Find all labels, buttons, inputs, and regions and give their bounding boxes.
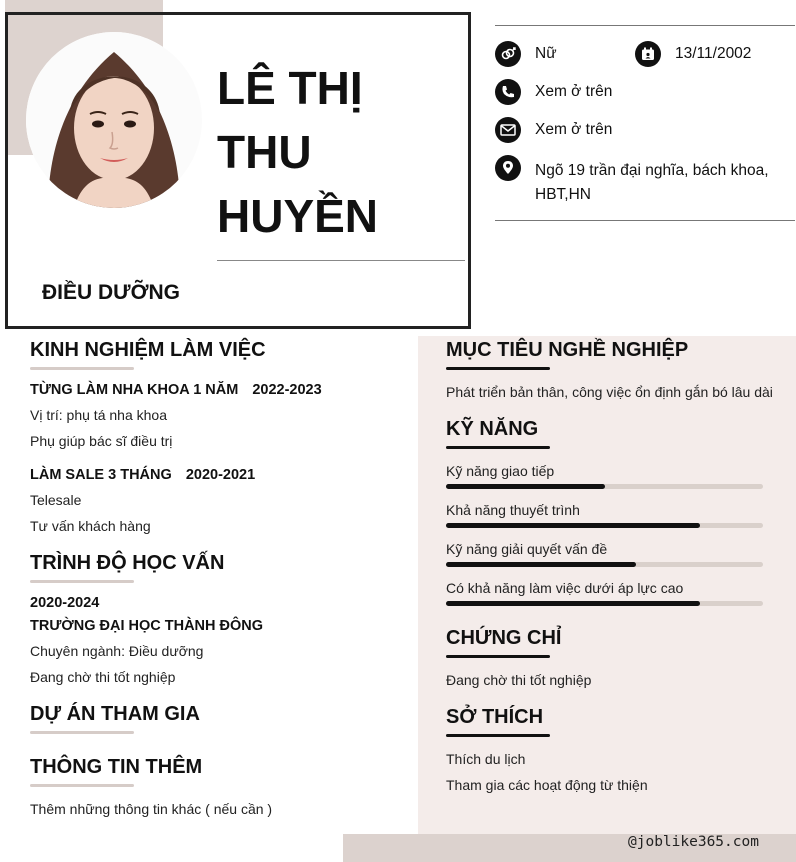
phone-icon	[495, 79, 521, 105]
extra-title: THÔNG TIN THÊM	[30, 756, 203, 778]
experience-underline	[30, 367, 134, 370]
hobbies-underline	[446, 734, 550, 737]
skill-bar	[446, 523, 763, 528]
avatar	[26, 32, 202, 208]
email-value: Xem ở trên	[535, 121, 613, 138]
job-period-2: 2020-2021	[185, 467, 256, 483]
phone-value: Xem ở trên	[535, 83, 613, 100]
skill-bar-fill	[446, 523, 700, 528]
name-line-3: HUYỀN	[217, 190, 379, 242]
skill-bar	[446, 601, 763, 606]
hobby-line: Thích du lịch	[446, 751, 526, 767]
skill-bar-fill	[446, 601, 700, 606]
certificates-text: Đang chờ thi tốt nghiệp	[446, 672, 592, 688]
skill-bar-fill	[446, 484, 605, 489]
candidate-name	[217, 56, 457, 248]
calendar-icon	[635, 41, 661, 67]
projects-title: DỰ ÁN THAM GIA	[30, 703, 200, 725]
extra-underline	[30, 784, 134, 787]
skill-label: Kỹ năng giải quyết vấn đề	[446, 541, 608, 557]
portrait-photo	[26, 32, 202, 208]
skill-label: Có khả năng làm việc dưới áp lực cao	[446, 580, 684, 596]
education-period: 2020-2024	[30, 595, 100, 611]
certificates-underline	[446, 655, 550, 658]
job-line: Vị trí: phụ tá nha khoa	[30, 407, 167, 423]
certificates-title: CHỨNG CHỈ	[446, 627, 562, 649]
projects-underline	[30, 731, 134, 734]
job-heading-1	[30, 382, 322, 398]
name-line-1: LÊ THỊ	[217, 62, 363, 114]
education-underline	[30, 580, 134, 583]
objective-title: MỤC TIÊU NGHỀ NGHIỆP	[446, 339, 689, 361]
name-line-2: THU	[217, 126, 312, 178]
job-period-1: 2022-2023	[252, 382, 322, 398]
skill-label: Kỹ năng giao tiếp	[446, 463, 555, 479]
contact-bottom-divider	[495, 220, 795, 221]
skill-bar	[446, 562, 763, 567]
job-title: ĐIỀU DƯỠNG	[42, 281, 181, 304]
skills-title: KỸ NĂNG	[446, 418, 539, 440]
skill-bar	[446, 484, 763, 489]
watermark: @joblike365.com	[628, 834, 759, 850]
hobby-line: Tham gia các hoạt động từ thiện	[446, 777, 648, 793]
hobbies-title: SỞ THÍCH	[446, 706, 544, 728]
education-line: Chuyên ngành: Điều dưỡng	[30, 643, 204, 659]
location-icon	[495, 155, 521, 181]
name-divider	[217, 260, 465, 261]
extra-text: Thêm những thông tin khác ( nếu cần )	[30, 801, 273, 817]
objective-underline	[446, 367, 550, 370]
birthday-value: 13/11/2002	[675, 45, 752, 62]
experience-title: KINH NGHIỆM LÀM VIỆC	[30, 339, 266, 361]
contact-top-divider	[495, 25, 795, 26]
address-value	[535, 159, 769, 207]
address-line-2: HBT,HN	[535, 186, 591, 203]
job-title-2: LÀM SALE 3 THÁNG	[30, 467, 172, 483]
job-line: Telesale	[30, 492, 82, 508]
address-line-1: Ngõ 19 trần đại nghĩa, bách khoa,	[535, 162, 769, 179]
education-line: Đang chờ thi tốt nghiệp	[30, 669, 176, 685]
education-school: TRƯỜNG ĐẠI HỌC THÀNH ĐÔNG	[30, 618, 264, 634]
education-title: TRÌNH ĐỘ HỌC VẤN	[30, 552, 225, 574]
skills-underline	[446, 446, 550, 449]
mail-icon	[495, 117, 521, 143]
job-line: Tư vấn khách hàng	[30, 518, 151, 534]
gender-icon	[495, 41, 521, 67]
job-title-1: TỪNG LÀM NHA KHOA 1 NĂM	[30, 382, 239, 398]
skill-label: Khả năng thuyết trình	[446, 502, 580, 518]
job-line: Phụ giúp bác sĩ điều trị	[30, 433, 173, 449]
objective-text: Phát triển bản thân, công việc ổn định gắn bó lâu dài	[446, 384, 773, 400]
gender-value: Nữ	[535, 45, 557, 62]
skill-bar-fill	[446, 562, 636, 567]
job-heading-2	[30, 467, 255, 483]
